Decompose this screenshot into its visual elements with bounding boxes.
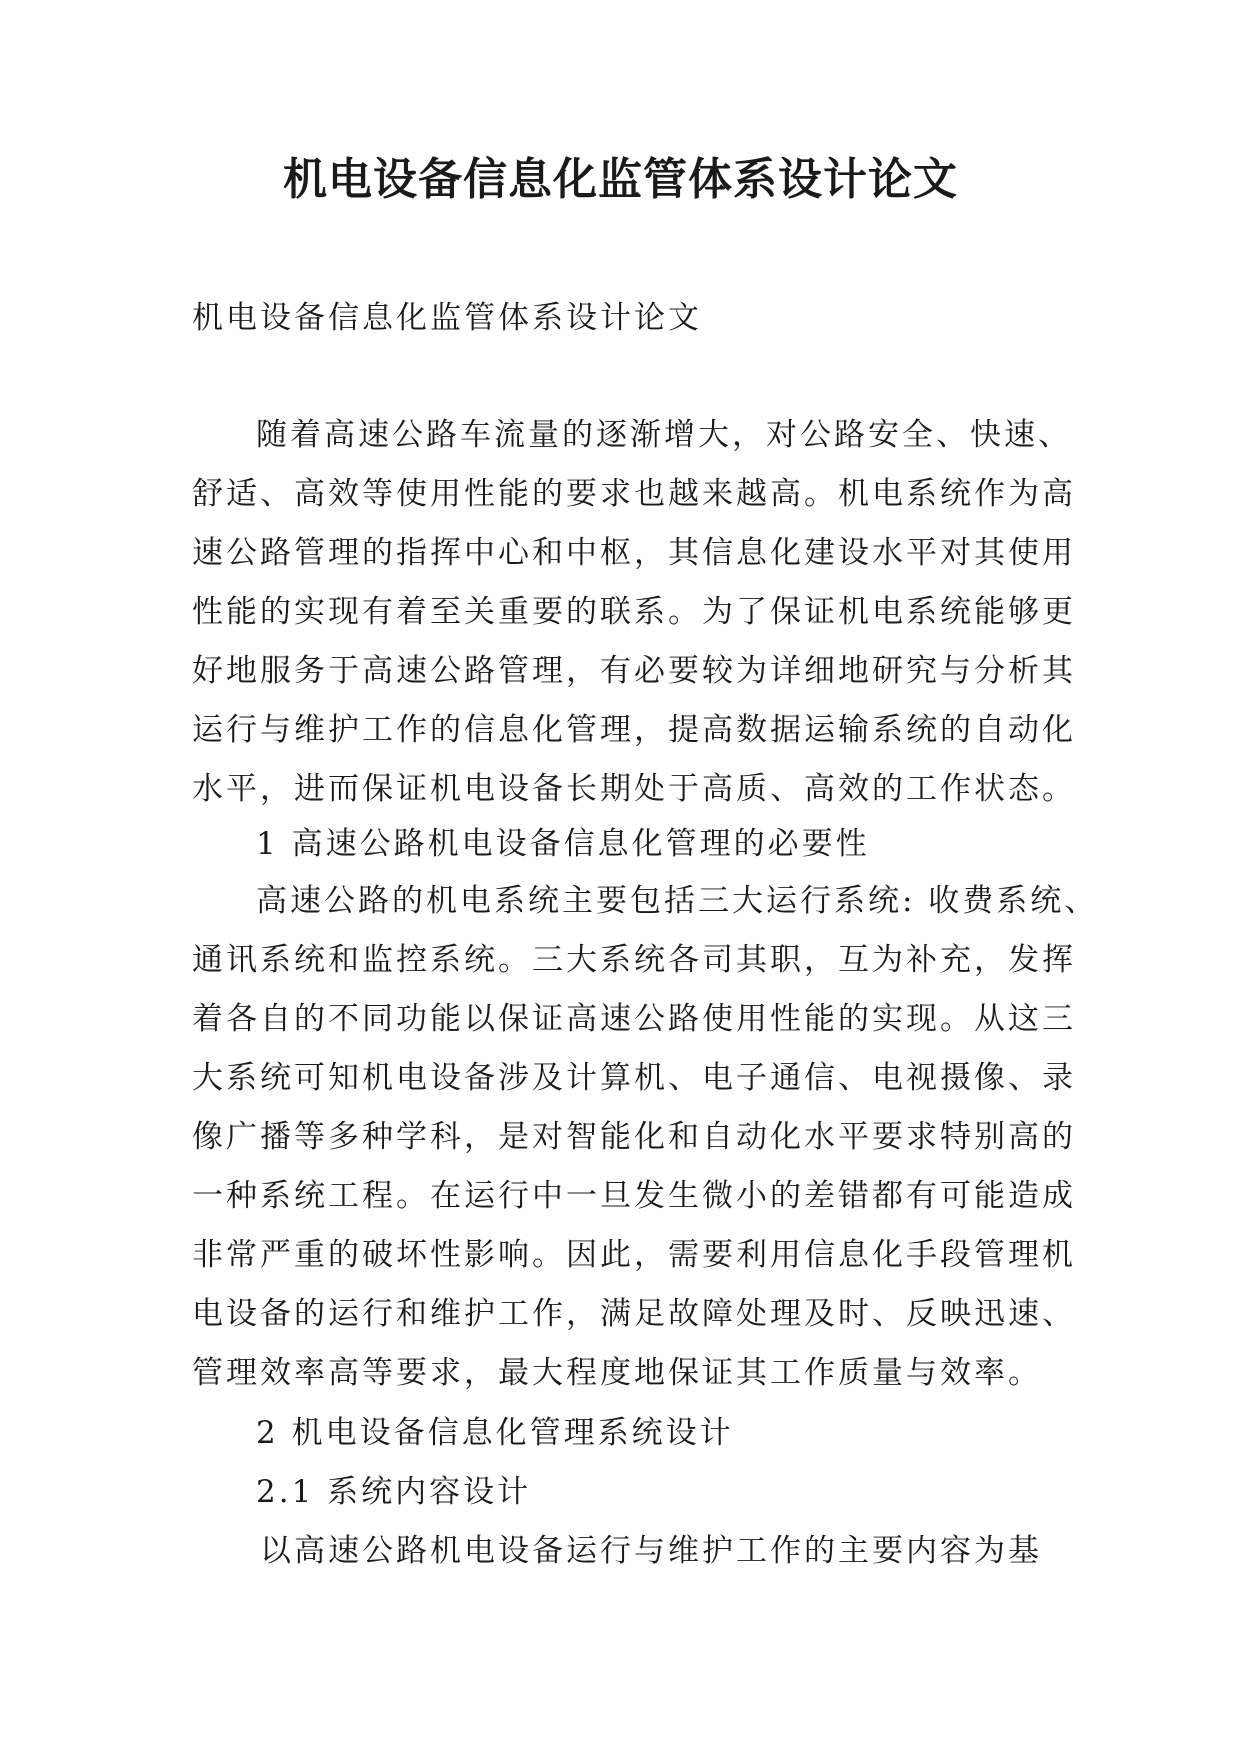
paragraph-line: 随着高速公路车流量的逐渐增大，对公路安全、快速、 — [256, 417, 1072, 453]
paragraph-line: 好地服务于高速公路管理，有必要较为详细地研究与分析其 — [192, 653, 1076, 689]
paragraph-line: 水平，进而保证机电设备长期处于高质、高效的工作状态。 — [192, 771, 1076, 807]
paragraph-line: 通讯系统和监控系统。三大系统各司其职，互为补充，发挥 — [192, 942, 1076, 978]
paragraph-line: 速公路管理的指挥中心和中枢，其信息化建设水平对其使用 — [192, 535, 1076, 571]
paragraph-line: 以高速公路机电设备运行与维护工作的主要内容为基 — [260, 1533, 1042, 1569]
section-heading: 1 高速公路机电设备信息化管理的必要性 — [256, 826, 870, 862]
paragraph-line: 大系统可知机电设备涉及计算机、电子通信、电视摄像、录 — [192, 1060, 1076, 1096]
paragraph-line: 运行与维护工作的信息化管理，提高数据运输系统的自动化 — [192, 712, 1076, 748]
section-heading: 2 机电设备信息化管理系统设计 — [256, 1415, 734, 1451]
paragraph-line: 性能的实现有着至关重要的联系。为了保证机电系统能够更 — [192, 594, 1076, 630]
paragraph-line: 管理效率高等要求，最大程度地保证其工作质量与效率。 — [192, 1355, 1042, 1391]
paragraph-line: 高速公路的机电系统主要包括三大运行系统: 收费系统、 — [256, 883, 1099, 919]
paragraph-line: 一种系统工程。在运行中一旦发生微小的差错都有可能造成 — [192, 1178, 1076, 1214]
paragraph-line: 电设备的运行和维护工作，满足故障处理及时、反映迅速、 — [192, 1296, 1076, 1332]
document-title: 机电设备信息化监管体系设计论文 — [283, 154, 958, 205]
document-subtitle: 机电设备信息化监管体系设计论文 — [192, 300, 702, 336]
paragraph-line: 着各自的不同功能以保证高速公路使用性能的实现。从这三 — [192, 1001, 1076, 1037]
paragraph-line: 像广播等多种学科，是对智能化和自动化水平要求特别高的 — [192, 1119, 1076, 1155]
paragraph-line: 舒适、高效等使用性能的要求也越来越高。机电系统作为高 — [192, 476, 1076, 512]
paragraph-line: 非常严重的破坏性影响。因此，需要利用信息化手段管理机 — [192, 1237, 1076, 1273]
subsection-heading: 2.1 系统内容设计 — [256, 1474, 532, 1510]
